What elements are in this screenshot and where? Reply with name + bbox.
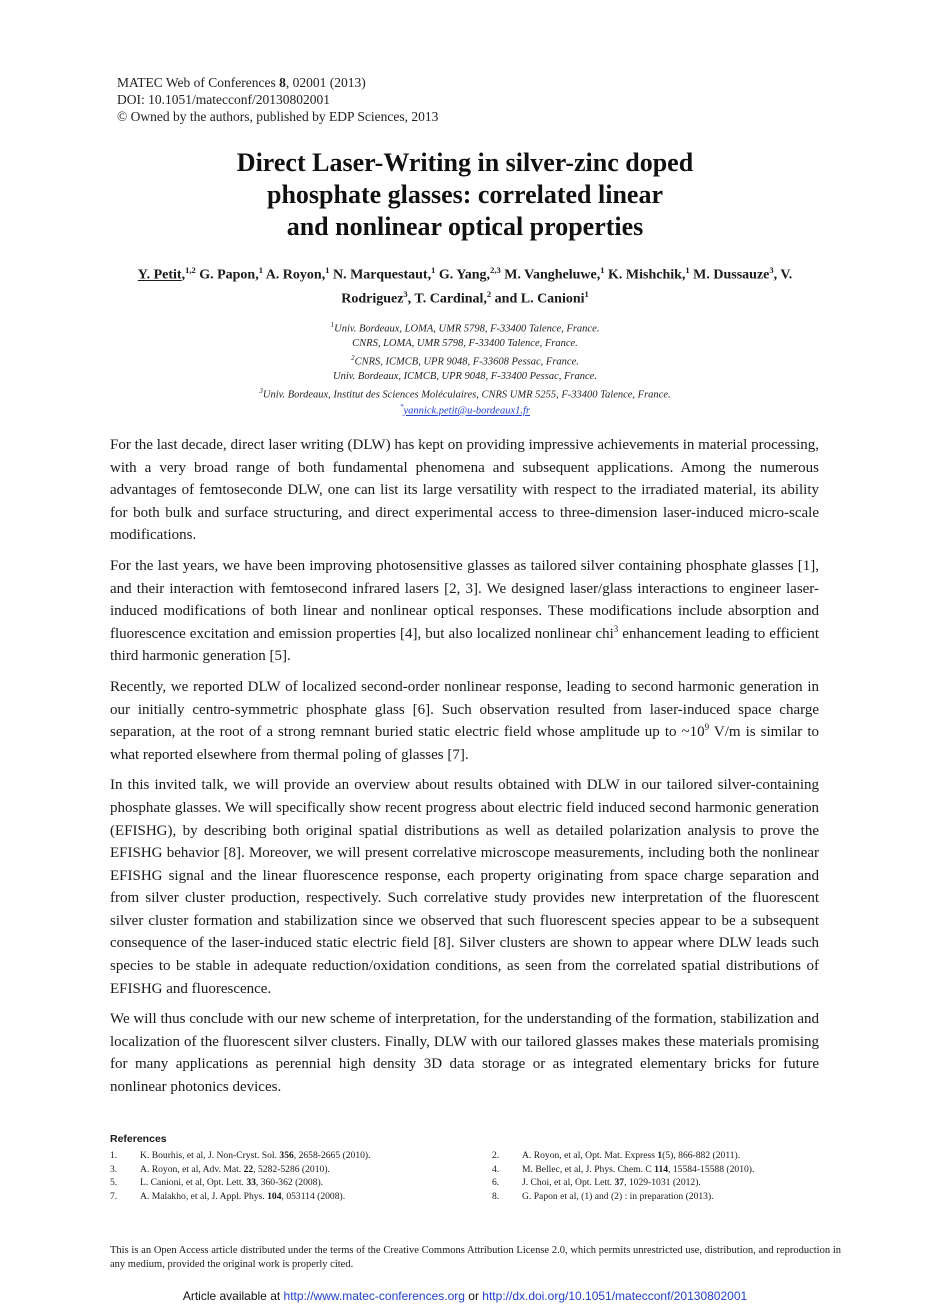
reference-item <box>492 1149 852 1163</box>
reference-number: 7. <box>110 1190 118 1202</box>
reference-number: 5. <box>110 1177 118 1189</box>
reference-number: 8. <box>492 1190 500 1202</box>
author-name: A. Royon, <box>262 267 326 283</box>
reference-number: 4. <box>492 1163 500 1175</box>
affiliation-marker: 2,3 <box>490 265 501 275</box>
paragraph: Recently, we reported DLW of localized second-order nonlinear response, leading to second harmonic generation in our initially centro-symmetric phosphate glass [6]. Such observation resulted from laser-induced space charge separation, at the root of a strong remnant buried static electric field whose amplitude up to $\sim 10^9$ V/m is similar to what reported elsewhere from thermal poling of glasses [7]. <box>110 678 819 763</box>
affiliation-line: $^3$Univ. Bordeaux, Institut des Sciences Moléculaires, CNRS UMR 5255, F-33400 Talence, France. <box>259 386 671 401</box>
paragraph: We will thus conclude with our new scheme of interpretation, for the understanding of the formation, stabilization and localization of the fluorescent silver clusters. Finally, DLW with our tailored glasses makes these materials promising for many applications as perennial high density 3D data storage or as integrated elementary bricks for future nonlinear photonics devices. <box>110 1011 820 1096</box>
author-name: Y. Petit, <box>137 267 186 283</box>
author-name: M. Dussauze <box>689 267 770 283</box>
reference-column-right <box>492 1149 852 1203</box>
abstract-body <box>110 434 819 1107</box>
reference-item <box>110 1163 470 1177</box>
affiliation-marker: 1 <box>685 265 690 275</box>
author-name: , T. Cardinal, <box>407 291 487 307</box>
license-notice: This is an Open Access article distributed under the terms of the Creative Commons Attribution License 2.0, which permits unrestricted use, distribution, and reproduction in any medium, provided the original work is properly cited. <box>110 1245 841 1270</box>
reference-text: L. Canioni, et al, Opt. Lett. 33, 360-362 (2008). <box>140 1177 324 1189</box>
author-name: K. Mishchik, <box>604 267 686 283</box>
reference-item <box>492 1190 852 1204</box>
paper-title <box>100 147 830 243</box>
affiliation-marker: 1 <box>584 288 589 299</box>
affiliation-marker: 3 <box>769 265 774 275</box>
paragraph: For the last decade, direct laser writing (DLW) has kept on providing impressive achievements in material processing, with a very broad range of both fundamental phenomena and subsequent applications. Among the numerous advantages of femtoseconde DLW, one can list its large versatility with respect to the irradiated material, its ability for both bulk and surface structuring, and direct experimental access to three-dimension laser-induced micro-scale modifications. <box>110 437 819 544</box>
reference-text: M. Bellec, et al, J. Phys. Chem. C 114, 15584-15588 (2010). <box>522 1163 755 1175</box>
reference-text: A. Malakho, et al, J. Appl. Phys. 104, 053114 (2008). <box>140 1190 346 1202</box>
email-link[interactable]: yannick.petit@u-bordeaux1.fr <box>403 405 530 417</box>
affiliation-marker: 1 <box>258 265 263 275</box>
journal-citation: MATEC Web of Conferences 8, 02001 (2013) <box>117 75 366 90</box>
journal-header <box>117 74 438 125</box>
paragraph: In this invited talk, we will provide an overview about results obtained with DLW in our tailored silver-containing phosphate glasses. We will specifically show recent progress about electric field induced second harmonic generation (EFISHG), by describing both original spatial distributions as well as detailed polarization analysis to prove the EFISHG behavior [8]. Moreover, we will present correlative microscope measurements, including both the nonlinear EFISHG signal and the linear fluorescence response, each property originating from space charge separation and from silver cluster production, respectively. Such correlative study provides new interpretation of the fluorescent silver cluster formation and stabilization since we observed that such fluorescent species appear to be a subsequent consequence of the laser-induced static electric field [8]. Silver clusters are shown to appear where DLW leads such species to be stable in adequate reduction/oxidation conditions, as seen from the correlated spatial distributions of EFISHG and fluorescence. <box>110 777 819 997</box>
doi-line: DOI: 10.1051/matecconf/20130802001 <box>117 92 330 107</box>
reference-text: A. Royon, et al, Opt. Mat. Express 1(5), 866-882 (2011). <box>522 1150 741 1161</box>
author-name: and L. Canioni <box>491 291 585 307</box>
doi-link[interactable]: http://dx.doi.org/10.1051/matecconf/20130802001 <box>482 1289 748 1303</box>
author-name: G. Yang, <box>435 267 491 283</box>
reference-number: 6. <box>492 1177 500 1189</box>
affiliation-list <box>160 318 770 403</box>
affiliation-marker: 1 <box>600 265 605 275</box>
author-name: , V. Rodriguez <box>341 267 793 307</box>
affiliation-marker: 3 <box>403 288 408 299</box>
reference-text: K. Bourhis, et al, J. Non-Cryst. Sol. 356, 2658-2665 (2010). <box>140 1150 371 1161</box>
title-line: and nonlinear optical properties <box>286 212 644 241</box>
reference-item <box>492 1176 852 1190</box>
reference-number: 1. <box>110 1150 118 1161</box>
author-list <box>130 261 800 308</box>
copyright-line: © Owned by the authors, published by EDP Sciences, 2013 <box>117 109 439 124</box>
author-name: G. Papon, <box>195 267 259 283</box>
affiliation-line: CNRS, LOMA, UMR 5798, F-33400 Talence, France. <box>352 337 578 349</box>
references-heading: References <box>110 1133 167 1145</box>
matec-link[interactable]: http://www.matec-conferences.org <box>283 1289 465 1303</box>
reference-number: 2. <box>492 1150 500 1161</box>
paragraph: For the last years, we have been improving photosensitive glasses as tailored silver containing phosphate glasses [1], and their interaction with femtosecond infrared lasers [2, 3]. We designed laser/glass interactions to engineer laser-induced modifications of both linear and nonlinear optical responses. These modifications include absorption and fluorescence excitation and emission properties [4], but also localized nonlinear chi$^3$ enhancement leading to efficient third harmonic generation [5]. <box>110 557 819 665</box>
reference-text: A. Royon, et al, Adv. Mat. 22, 5282-5286 (2010). <box>140 1163 330 1175</box>
affiliation-marker: 2 <box>486 288 492 299</box>
reference-column-left <box>110 1149 470 1203</box>
author-name: M. Vangheluwe, <box>500 267 601 283</box>
reference-item <box>110 1190 470 1204</box>
reference-item <box>110 1149 470 1163</box>
affiliation-marker: 1 <box>431 265 436 275</box>
title-line: phosphate glasses: correlated linear <box>267 180 663 209</box>
title-line: Direct Laser-Writing in silver-zinc doped <box>236 148 694 177</box>
affiliation-marker: 1,2 <box>185 265 196 275</box>
affiliation-line: $^2$CNRS, ICMCB, UPR 9048, F-33608 Pessac, France. <box>351 353 579 368</box>
reference-text: G. Papon et al, (1) and (2) : in preparation (2013). <box>522 1190 714 1202</box>
affiliation-marker: 1 <box>325 265 330 275</box>
reference-item <box>110 1176 470 1190</box>
reference-number: 3. <box>110 1163 118 1175</box>
reference-text: J. Choi, et al, Opt. Lett. 37, 1029-1031 (2012). <box>522 1177 701 1189</box>
article-footer: Article available at http://www.matec-conferences.org or http://dx.doi.org/10.1051/matecconf/20130802001 <box>182 1289 748 1303</box>
corresponding-email: *yannick.petit@u-bordeaux1.fr <box>400 403 530 417</box>
reference-item <box>492 1163 852 1177</box>
author-name: N. Marquestaut, <box>329 267 432 283</box>
affiliation-line: Univ. Bordeaux, ICMCB, UPR 9048, F-33400 Pessac, France. <box>333 370 597 382</box>
affiliation-line: $^1$Univ. Bordeaux, LOMA, UMR 5798, F-33400 Talence, France. <box>330 321 600 335</box>
